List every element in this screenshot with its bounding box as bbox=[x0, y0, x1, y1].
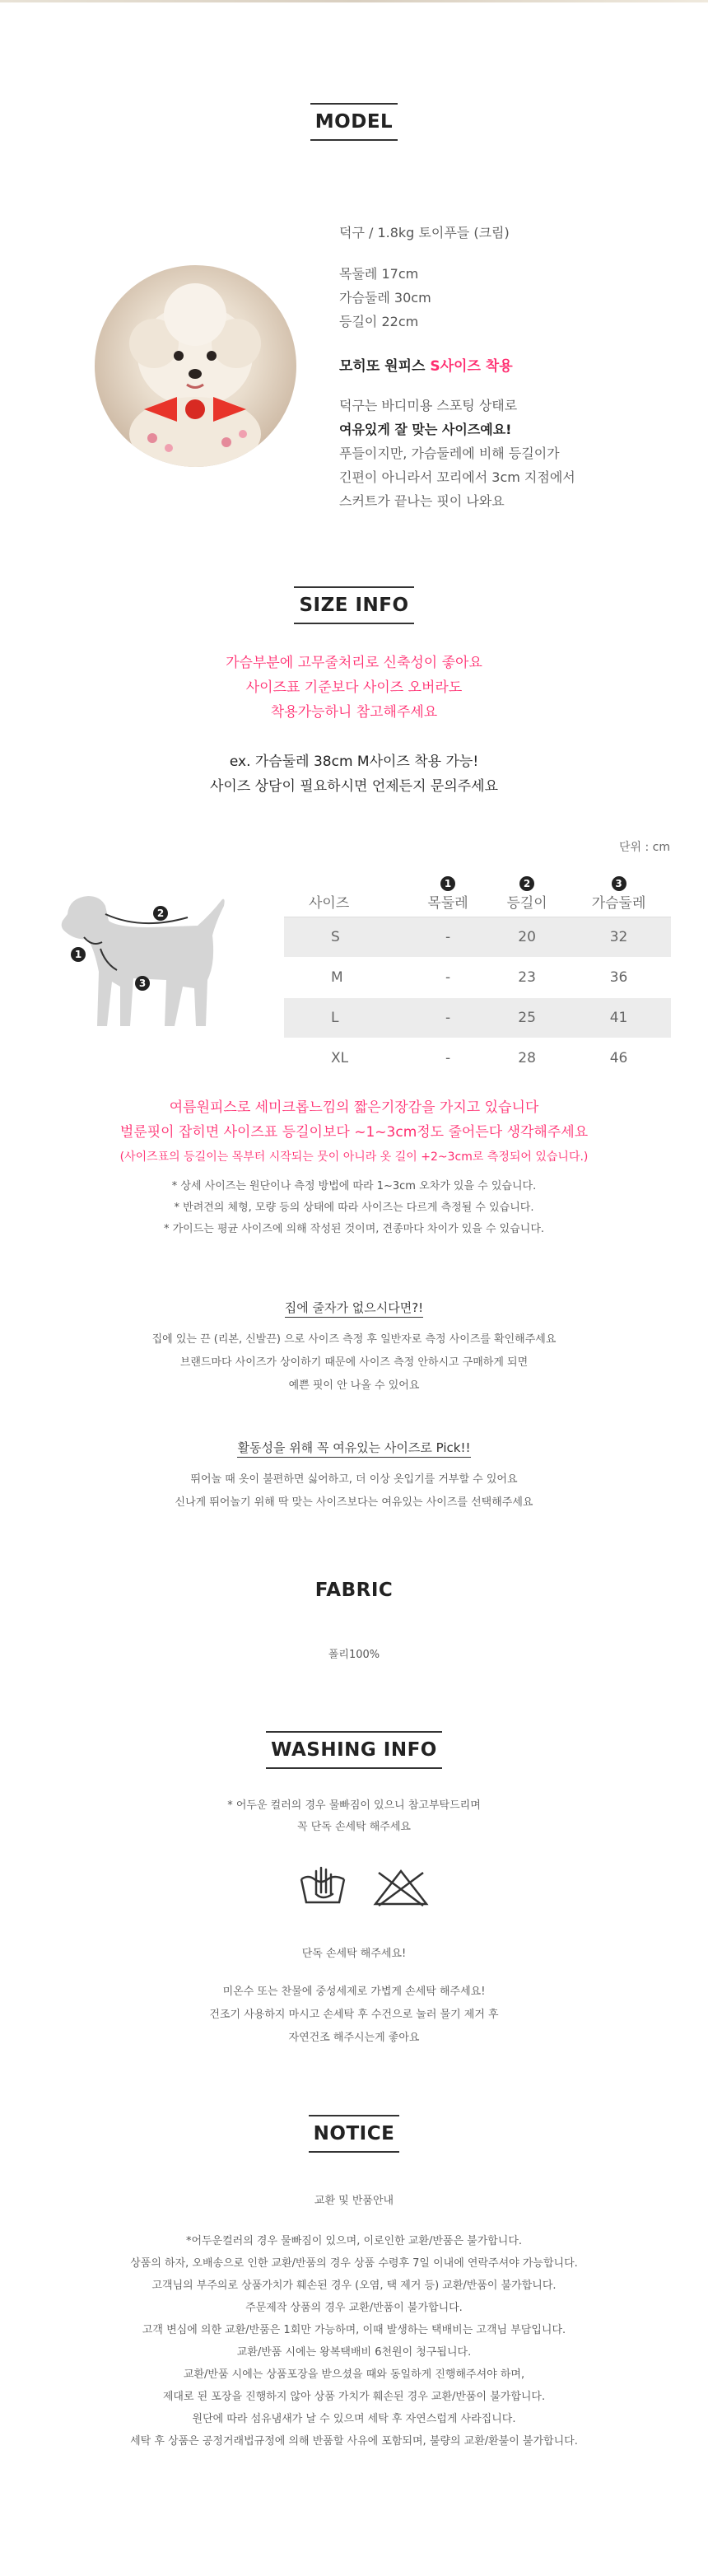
dog-photo-icon bbox=[95, 265, 296, 467]
notice-line: 고객님의 부주의로 상품가치가 훼손된 경우 (오염, 택 제거 등) 교환/반품이 불가합니다. bbox=[151, 2280, 557, 2292]
model-desc-2: 여유있게 잘 맞는 사이즈예요! bbox=[339, 422, 512, 437]
model-fit-title: 모히또 원피스 S사이즈 착용 bbox=[339, 358, 513, 375]
size-note-1: * 상세 사이즈는 원단이나 측정 방법에 따라 1~3cm 오차가 있을 수 있습니다. bbox=[171, 1180, 537, 1192]
tape-line-1: 집에 있는 끈 (리본, 신발끈) 으로 사이즈 측정 후 일반자로 측정 사이즈를 확인해주세요 bbox=[151, 1333, 557, 1346]
size-example-line-2: 사이즈 상담이 필요하시면 언제든지 문의주세요 bbox=[209, 778, 499, 795]
model-desc-4: 긴편이 아니라서 꼬리에서 3cm 지점에서 bbox=[339, 469, 575, 485]
fabric-heading: FABRIC bbox=[314, 1580, 394, 1601]
size-note-3: * 가이드는 평균 사이즈에 의해 작성된 것이며, 견종마다 차이가 있을 수 있습니다. bbox=[163, 1223, 545, 1235]
washing-heading: WASHING INFO bbox=[0, 1731, 708, 1769]
washing-line-1: * 어두운 컬러의 경우 물빠짐이 있으니 참고부탁드리며 bbox=[227, 1799, 481, 1812]
model-desc-3: 푸들이지만, 가슴둘레에 비해 등길이가 bbox=[339, 446, 560, 461]
fabric-content: 폴리100% bbox=[328, 1649, 380, 1661]
size-warning bbox=[0, 1095, 708, 1169]
washing-care-3: 자연건조 해주시는게 좋아요 bbox=[288, 2032, 420, 2044]
size-warning-line-3: (사이즈표의 등길이는 목부터 시작되는 뭇이 아니라 옷 길이 +2~3cm로 측정되어 있습니다.) bbox=[119, 1150, 589, 1164]
handwash-label: 단독 손세탁 해주세요! bbox=[301, 1948, 407, 1960]
size-pink-notes bbox=[0, 651, 708, 725]
size-warning-line-2: 벌룬핏이 잡히면 사이즈표 등길이보다 ~1~3cm정도 줄어든다 생각해주세요 bbox=[119, 1124, 589, 1141]
diagram-number-2: 2 bbox=[153, 906, 168, 921]
dog-silhouette-icon bbox=[51, 881, 232, 1046]
col-header-back: 2 등길이 bbox=[487, 866, 566, 917]
notice-line: 세탁 후 상품은 공정거래법규정에 의해 반품할 사유에 포함되며, 불량의 교환/환불이 불가합니다. bbox=[130, 2435, 578, 2448]
notice-line: 교환/반품 시에는 상품포장을 받으셨을 때와 동일하게 진행해주셔야 하며, bbox=[183, 2368, 525, 2381]
table-row: S - 20 32 bbox=[284, 917, 671, 958]
active-title: 활동성을 위해 꼭 여유있는 사이즈로 Pick!! bbox=[0, 1439, 708, 1456]
notice-lines bbox=[0, 2230, 708, 2452]
notice-heading: NOTICE bbox=[0, 2115, 708, 2153]
washing-line-2: 꼭 단독 손세탁 해주세요 bbox=[297, 1821, 411, 1833]
handwash-icon bbox=[298, 1866, 347, 1911]
size-note-2: * 반려견의 체형, 모량 등의 상태에 따라 사이즈는 다르게 측정될 수 있습니다. bbox=[174, 1202, 534, 1214]
active-line-2: 신나게 뛰어놀기 위해 딱 맞는 사이즈보다는 여유있는 사이즈를 선택해주세요 bbox=[175, 1496, 533, 1509]
model-desc-5: 스커트가 끝나는 핏이 나와요 bbox=[339, 493, 505, 509]
size-unit: 단위 : cm bbox=[619, 841, 671, 854]
col-header-neck: 1 목둘레 bbox=[408, 866, 487, 917]
model-photo bbox=[95, 265, 296, 467]
dog-size-diagram bbox=[51, 881, 232, 1046]
size-notes bbox=[0, 1176, 708, 1240]
washing-care bbox=[0, 1981, 708, 2050]
notice-line: 상품의 하자, 오배송으로 인한 교환/반품의 경우 상품 수령후 7일 이내에 연락주셔야 가능합니다. bbox=[130, 2257, 578, 2270]
notice-title: 교환 및 반품안내 bbox=[314, 2195, 394, 2207]
table-row: XL - 28 46 bbox=[284, 1038, 671, 1079]
notice-line: 원단에 따라 섬유냄새가 날 수 있으며 세탁 후 자연스럽게 사라집니다. bbox=[192, 2413, 516, 2425]
diagram-number-3: 3 bbox=[135, 976, 150, 991]
model-measure-chest: 가슴둘레 30cm bbox=[339, 290, 431, 306]
tape-title: 집에 줄자가 없으시다면?! bbox=[0, 1299, 708, 1316]
notice-line: 교환/반품 시에는 왕복택배비 6천원이 청구됩니다. bbox=[236, 2346, 472, 2359]
washing-notes bbox=[0, 1795, 708, 1838]
size-info-heading: SIZE INFO bbox=[0, 586, 708, 624]
diagram-number-1: 1 bbox=[71, 947, 86, 962]
table-row: M - 23 36 bbox=[284, 958, 671, 998]
col-header-chest: 3 가슴둘레 bbox=[566, 866, 671, 917]
table-row: L - 25 41 bbox=[284, 998, 671, 1038]
notice-line: 고객 변심에 의한 교환/반품은 1회만 가능하며, 이때 발생하는 택배비는 고객님 부담입니다. bbox=[142, 2324, 566, 2336]
size-example-line-1: ex. 가슴둘레 38cm M사이즈 착용 가능! bbox=[229, 754, 479, 770]
washing-care-1: 미온수 또는 찬물에 중성세제로 가볍게 손세탁 해주세요! bbox=[222, 1986, 486, 1998]
notice-line: *어두운컬러의 경우 물빠짐이 있으며, 이로인한 교환/반품은 불가합니다. bbox=[185, 2235, 523, 2247]
size-warning-line-1: 여름원피스로 세미크롭느낌의 짧은기장감을 가지고 있습니다 bbox=[169, 1099, 539, 1116]
model-heading: MODEL bbox=[0, 103, 708, 141]
tape-line-3: 예쁜 핏이 안 나올 수 있어요 bbox=[288, 1379, 420, 1392]
notice-line: 제대로 된 포장을 진행하지 않아 상품 가치가 훼손된 경우 교환/반품이 불가합니다. bbox=[162, 2391, 546, 2403]
size-pink-line-3: 착용가능하니 참고해주세요 bbox=[270, 704, 438, 721]
notice-line: 주문제작 상품의 경우 교환/반품이 불가합니다. bbox=[245, 2302, 463, 2314]
model-measure-neck: 목둘레 17cm bbox=[339, 266, 419, 282]
model-measure-back: 등길이 22cm bbox=[339, 314, 419, 329]
size-table bbox=[284, 866, 671, 1079]
model-name: 덕구 / 1.8kg 토이푸들 (크림) bbox=[339, 225, 510, 240]
active-line-1: 뛰어놀 때 옷이 불편하면 싫어하고, 더 이상 옷입기를 거부할 수 있어요 bbox=[190, 1473, 518, 1486]
size-pink-line-2: 사이즈표 기준보다 사이즈 오버라도 bbox=[245, 679, 463, 696]
model-desc-1: 덕구는 바디미용 스포팅 상태로 bbox=[339, 398, 518, 413]
col-header-size: 사이즈 bbox=[284, 866, 408, 917]
tape-line-2: 브랜드마다 사이즈가 상이하기 때문에 사이즈 측정 안하시고 구매하게 되면 bbox=[179, 1356, 529, 1369]
top-decor-line bbox=[0, 0, 708, 2]
no-bleach-icon bbox=[372, 1868, 430, 1911]
active-lines bbox=[0, 1468, 708, 1514]
size-example bbox=[0, 749, 708, 799]
tape-lines bbox=[0, 1328, 708, 1398]
size-table-header bbox=[284, 866, 671, 917]
washing-care-2: 건조기 사용하지 마시고 손세탁 후 수건으로 눌러 물기 제거 후 bbox=[209, 2009, 499, 2021]
size-pink-line-1: 가슴부분에 고무줄처리로 신축성이 좋아요 bbox=[226, 655, 482, 671]
